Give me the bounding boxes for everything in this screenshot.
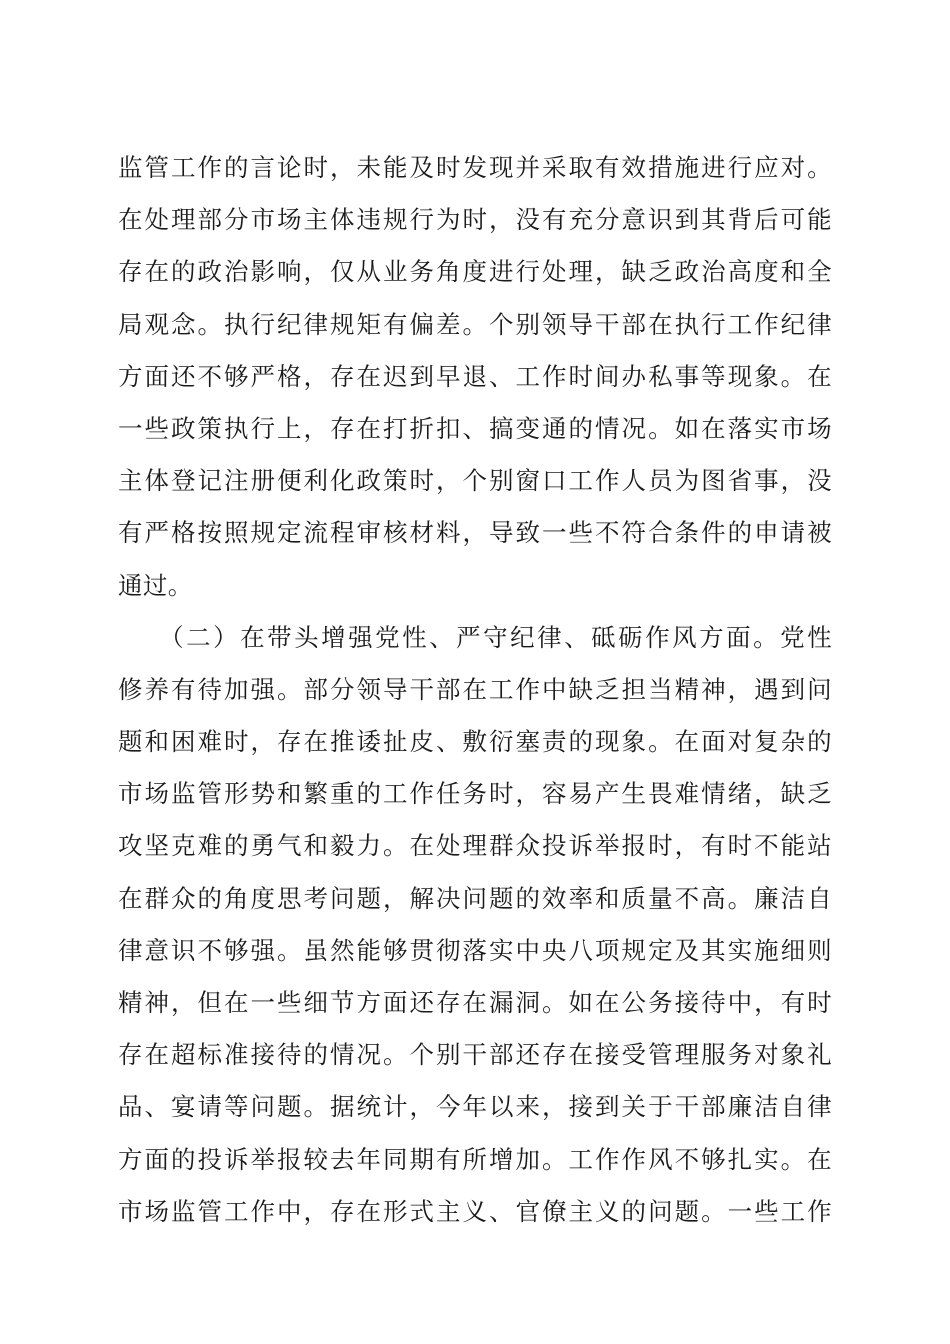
text-line: 品、宴请等问题。据统计，今年以来，接到关于干部廉洁自律 (118, 1092, 832, 1122)
text-line: 存在的政治影响，仅从业务角度进行处理，缺乏政治高度和全 (118, 257, 832, 287)
section-heading-line: （二）在带头增强党性、严守纪律、砥砺作风方面。党性 (118, 622, 832, 652)
text-line: 精神，但在一些细节方面还存在漏洞。如在公务接待中，有时 (118, 988, 832, 1017)
text-line: 攻坚克难的勇气和毅力。在处理群众投诉举报时，有时不能站 (118, 831, 832, 861)
text-line: 题和困难时，存在推诿扯皮、敷衍塞责的现象。在面对复杂的 (118, 727, 832, 757)
text-line: 在群众的角度思考问题，解决问题的效率和质量不高。廉洁自 (118, 883, 832, 913)
text-line: 在处理部分市场主体违规行为时，没有充分意识到其背后可能 (118, 205, 832, 235)
text-line: 一些政策执行上，存在打折扣、搞变通的情况。如在落实市场 (118, 413, 832, 443)
text-line: 主体登记注册便利化政策时，个别窗口工作人员为图省事，没 (118, 466, 832, 496)
text-line: 市场监管工作中，存在形式主义、官僚主义的问题。一些工作 (118, 1196, 832, 1226)
text-line: 局观念。执行纪律规矩有偏差。个别领导干部在执行工作纪律 (118, 309, 832, 339)
document-body (118, 142, 832, 1238)
text-line: 存在超标准接待的情况。个别干部还存在接受管理服务对象礼 (118, 1040, 832, 1070)
text-line: 律意识不够强。虽然能够贯彻落实中央八项规定及其实施细则 (118, 935, 832, 965)
text-line: 监管工作的言论时，未能及时发现并采取有效措施进行应对。 (118, 153, 832, 182)
text-line: 修养有待加强。部分领导干部在工作中缺乏担当精神，遇到问 (118, 674, 832, 704)
text-line: 有严格按照规定流程审核材料，导致一些不符合条件的申请被 (118, 518, 832, 548)
text-line: 方面还不够严格，存在迟到早退、工作时间办私事等现象。在 (118, 361, 832, 391)
text-line: 通过。 (118, 570, 193, 600)
text-line: 市场监管形势和繁重的工作任务时，容易产生畏难情绪，缺乏 (118, 779, 832, 809)
text-line: 方面的投诉举报较去年同期有所增加。工作作风不够扎实。在 (118, 1144, 832, 1174)
